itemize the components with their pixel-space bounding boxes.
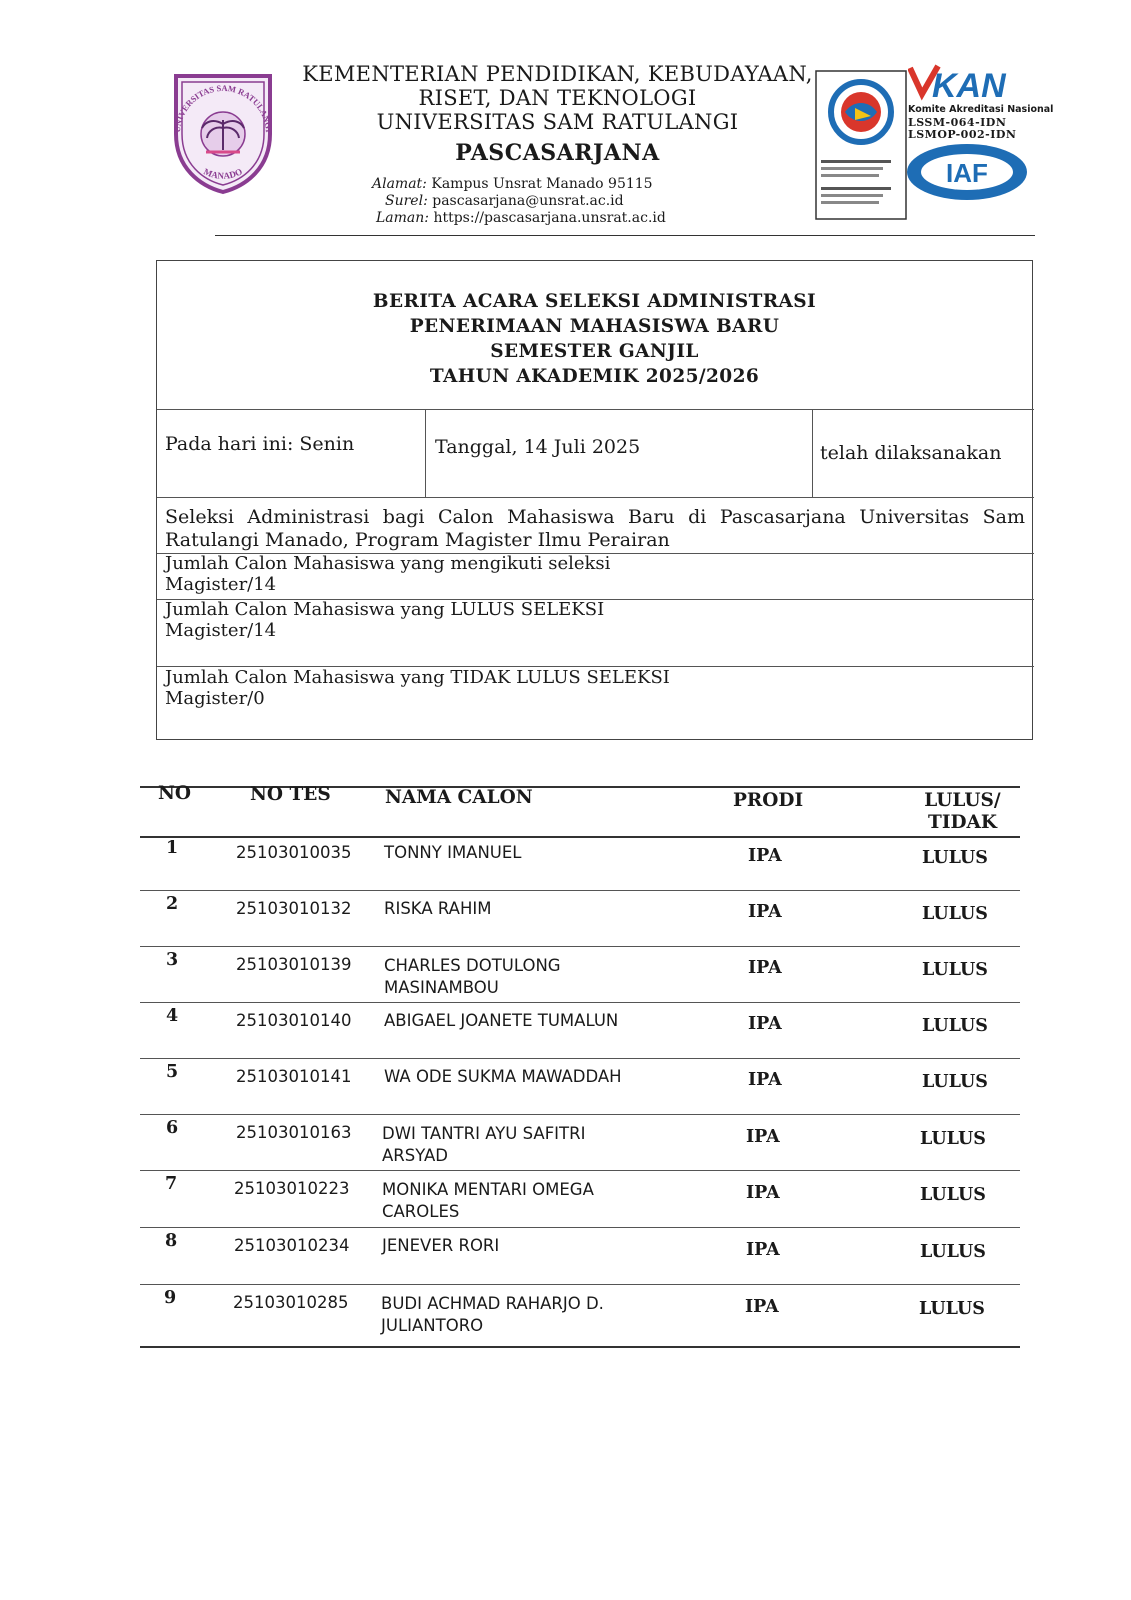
- header-nama-calon: NAMA CALON: [385, 787, 533, 808]
- ministry-line-1: KEMENTERIAN PENDIDIKAN, KEBUDAYAAN,: [302, 62, 813, 86]
- email-line: [385, 193, 624, 210]
- row-test-no: 25103010285: [233, 1293, 349, 1312]
- row-no: 4: [166, 1006, 179, 1026]
- row-prodi: IPA: [748, 958, 782, 978]
- row-divider: [140, 1058, 1020, 1059]
- row-name: [382, 1123, 632, 1167]
- row-divider: [140, 1170, 1020, 1171]
- header-status-line-1: LULUS/: [924, 790, 1001, 811]
- university-name: UNIVERSITAS SAM RATULANGI: [376, 110, 739, 134]
- row-divider: [140, 890, 1020, 891]
- row-status: LULUS: [922, 1072, 988, 1092]
- row-prodi: IPA: [745, 1297, 779, 1317]
- report-title-line-3: SEMESTER GANJIL: [490, 341, 699, 362]
- failed-label: Jumlah Calon Mahasiswa yang TIDAK LULUS SELEKSI: [165, 667, 670, 688]
- header-status: [920, 790, 1005, 834]
- divider: [425, 409, 426, 497]
- row-no: 6: [166, 1118, 179, 1138]
- ministry-line-2: RISET, DAN TEKNOLOGI: [418, 86, 697, 110]
- website-line: [376, 210, 666, 227]
- report-title-line-2: PENERIMAAN MAHASISWA BARU: [409, 316, 780, 337]
- row-name: JENEVER RORI: [382, 1236, 500, 1255]
- row-prodi: IPA: [748, 1070, 782, 1090]
- email-value[interactable]: pascasarjana@unsrat.ac.id: [432, 193, 624, 209]
- row-status: LULUS: [920, 1185, 986, 1205]
- row-name-line-2: JULIANTORO: [381, 1316, 484, 1335]
- row-name-line-2: MASINAMBOU: [384, 978, 499, 997]
- day-field: Pada hari ini: Senin: [165, 433, 355, 455]
- header-no: NO: [158, 783, 192, 804]
- row-status: LULUS: [919, 1299, 985, 1319]
- table-header-rule: [140, 836, 1020, 838]
- kan-name: Komite Akreditasi Nasional: [908, 104, 1054, 115]
- row-name: WA ODE SUKMA MAWADDAH: [384, 1067, 622, 1086]
- svg-text:MANADO: MANADO: [202, 166, 244, 181]
- row-test-no: 25103010234: [234, 1236, 350, 1255]
- report-info-box: [156, 260, 1033, 740]
- row-name: TONNY IMANUEL: [384, 843, 522, 862]
- row-no: 7: [165, 1174, 178, 1194]
- faculty-name: PASCASARJANA: [455, 140, 660, 166]
- row-name: [382, 1179, 632, 1223]
- website-value[interactable]: https://pascasarjana.unsrat.ac.id: [433, 210, 666, 226]
- email-label: Surel:: [385, 193, 428, 209]
- address-value: Kampus Unsrat Manado 95115: [431, 176, 653, 192]
- participants-label: Jumlah Calon Mahasiswa yang mengikuti seleksi: [165, 553, 611, 574]
- svg-text:KAN: KAN: [932, 67, 1006, 102]
- row-name-line-2: ARSYAD: [382, 1146, 449, 1165]
- university-seal-logo: [158, 68, 288, 198]
- divider: [157, 409, 1034, 410]
- divider: [157, 497, 1034, 498]
- row-test-no: 25103010139: [236, 955, 352, 974]
- row-status: LULUS: [922, 960, 988, 980]
- quality-certification-logo: [815, 70, 907, 220]
- executed-field: telah dilaksanakan: [820, 442, 1002, 464]
- row-status: LULUS: [920, 1242, 986, 1262]
- row-prodi: IPA: [748, 1014, 782, 1034]
- divider: [812, 409, 813, 497]
- report-title-line-1: BERITA ACARA SELEKSI ADMINISTRASI: [372, 291, 817, 312]
- row-test-no: 25103010141: [236, 1067, 352, 1086]
- passed-label: Jumlah Calon Mahasiswa yang LULUS SELEKSI: [165, 599, 605, 620]
- row-name: [381, 1293, 631, 1337]
- passed-value: Magister/14: [165, 620, 277, 641]
- row-name: [384, 955, 634, 999]
- row-test-no: 25103010132: [236, 899, 352, 918]
- table-bottom-rule: [140, 1346, 1020, 1348]
- row-no: 1: [166, 838, 179, 858]
- row-name-line-1: BUDI ACHMAD RAHARJO D.: [381, 1294, 604, 1313]
- row-divider: [140, 1227, 1020, 1228]
- row-no: 5: [166, 1062, 179, 1082]
- row-prodi: IPA: [746, 1183, 780, 1203]
- row-no: 9: [164, 1288, 177, 1308]
- row-divider: [140, 1284, 1020, 1285]
- description-line-1: Seleksi Administrasi bagi Calon Mahasiswa Baru di Pascasarjana Universitas Sam: [165, 506, 1025, 528]
- row-status: LULUS: [922, 1016, 988, 1036]
- row-no: 3: [166, 950, 179, 970]
- row-status: LULUS: [922, 904, 988, 924]
- row-name: RISKA RAHIM: [384, 899, 492, 918]
- row-prodi: IPA: [748, 902, 782, 922]
- row-no: 2: [166, 894, 179, 914]
- row-divider: [140, 1114, 1020, 1115]
- svg-text:UNIVERSITAS SAM RATULANGI: UNIVERSITAS SAM RATULANGI: [171, 82, 274, 133]
- ministry-name: [285, 62, 830, 134]
- address-line: [372, 176, 653, 193]
- header-prodi: PRODI: [733, 790, 804, 811]
- description-line-2: Ratulangi Manado, Program Magister Ilmu Perairan: [165, 529, 670, 551]
- row-test-no: 25103010163: [236, 1123, 352, 1142]
- row-no: 8: [165, 1231, 178, 1251]
- iaf-logo: [905, 142, 1030, 202]
- letterhead-divider: [215, 235, 1035, 236]
- row-divider: [140, 946, 1020, 947]
- row-status: LULUS: [922, 848, 988, 868]
- header-status-line-2: TIDAK: [928, 812, 997, 833]
- row-prodi: IPA: [746, 1240, 780, 1260]
- header-no-tes: NO TES: [250, 784, 331, 805]
- row-divider: [140, 1002, 1020, 1003]
- report-title-line-4: TAHUN AKADEMIK 2025/2026: [429, 366, 760, 387]
- accreditation-code-1: LSSM-064-IDN: [908, 116, 1007, 129]
- accreditation-code-2: LSMOP-002-IDN: [908, 128, 1017, 141]
- row-name-line-1: MONIKA MENTARI OMEGA: [382, 1180, 594, 1199]
- kan-logo: [908, 64, 1033, 102]
- website-label: Laman:: [376, 210, 429, 226]
- row-name-line-1: CHARLES DOTULONG: [384, 956, 561, 975]
- participants-value: Magister/14: [165, 574, 277, 595]
- row-name-line-2: CAROLES: [382, 1202, 460, 1221]
- row-name-line-1: DWI TANTRI AYU SAFITRI: [382, 1124, 586, 1143]
- address-label: Alamat:: [372, 176, 427, 192]
- svg-text:IAF: IAF: [946, 158, 988, 188]
- row-test-no: 25103010140: [236, 1011, 352, 1030]
- failed-value: Magister/0: [165, 688, 265, 709]
- row-status: LULUS: [920, 1129, 986, 1149]
- row-test-no: 25103010223: [234, 1179, 350, 1198]
- row-test-no: 25103010035: [236, 843, 352, 862]
- row-name: ABIGAEL JOANETE TUMALUN: [384, 1011, 619, 1030]
- date-field: Tanggal, 14 Juli 2025: [435, 436, 641, 458]
- row-prodi: IPA: [748, 846, 782, 866]
- row-prodi: IPA: [746, 1127, 780, 1147]
